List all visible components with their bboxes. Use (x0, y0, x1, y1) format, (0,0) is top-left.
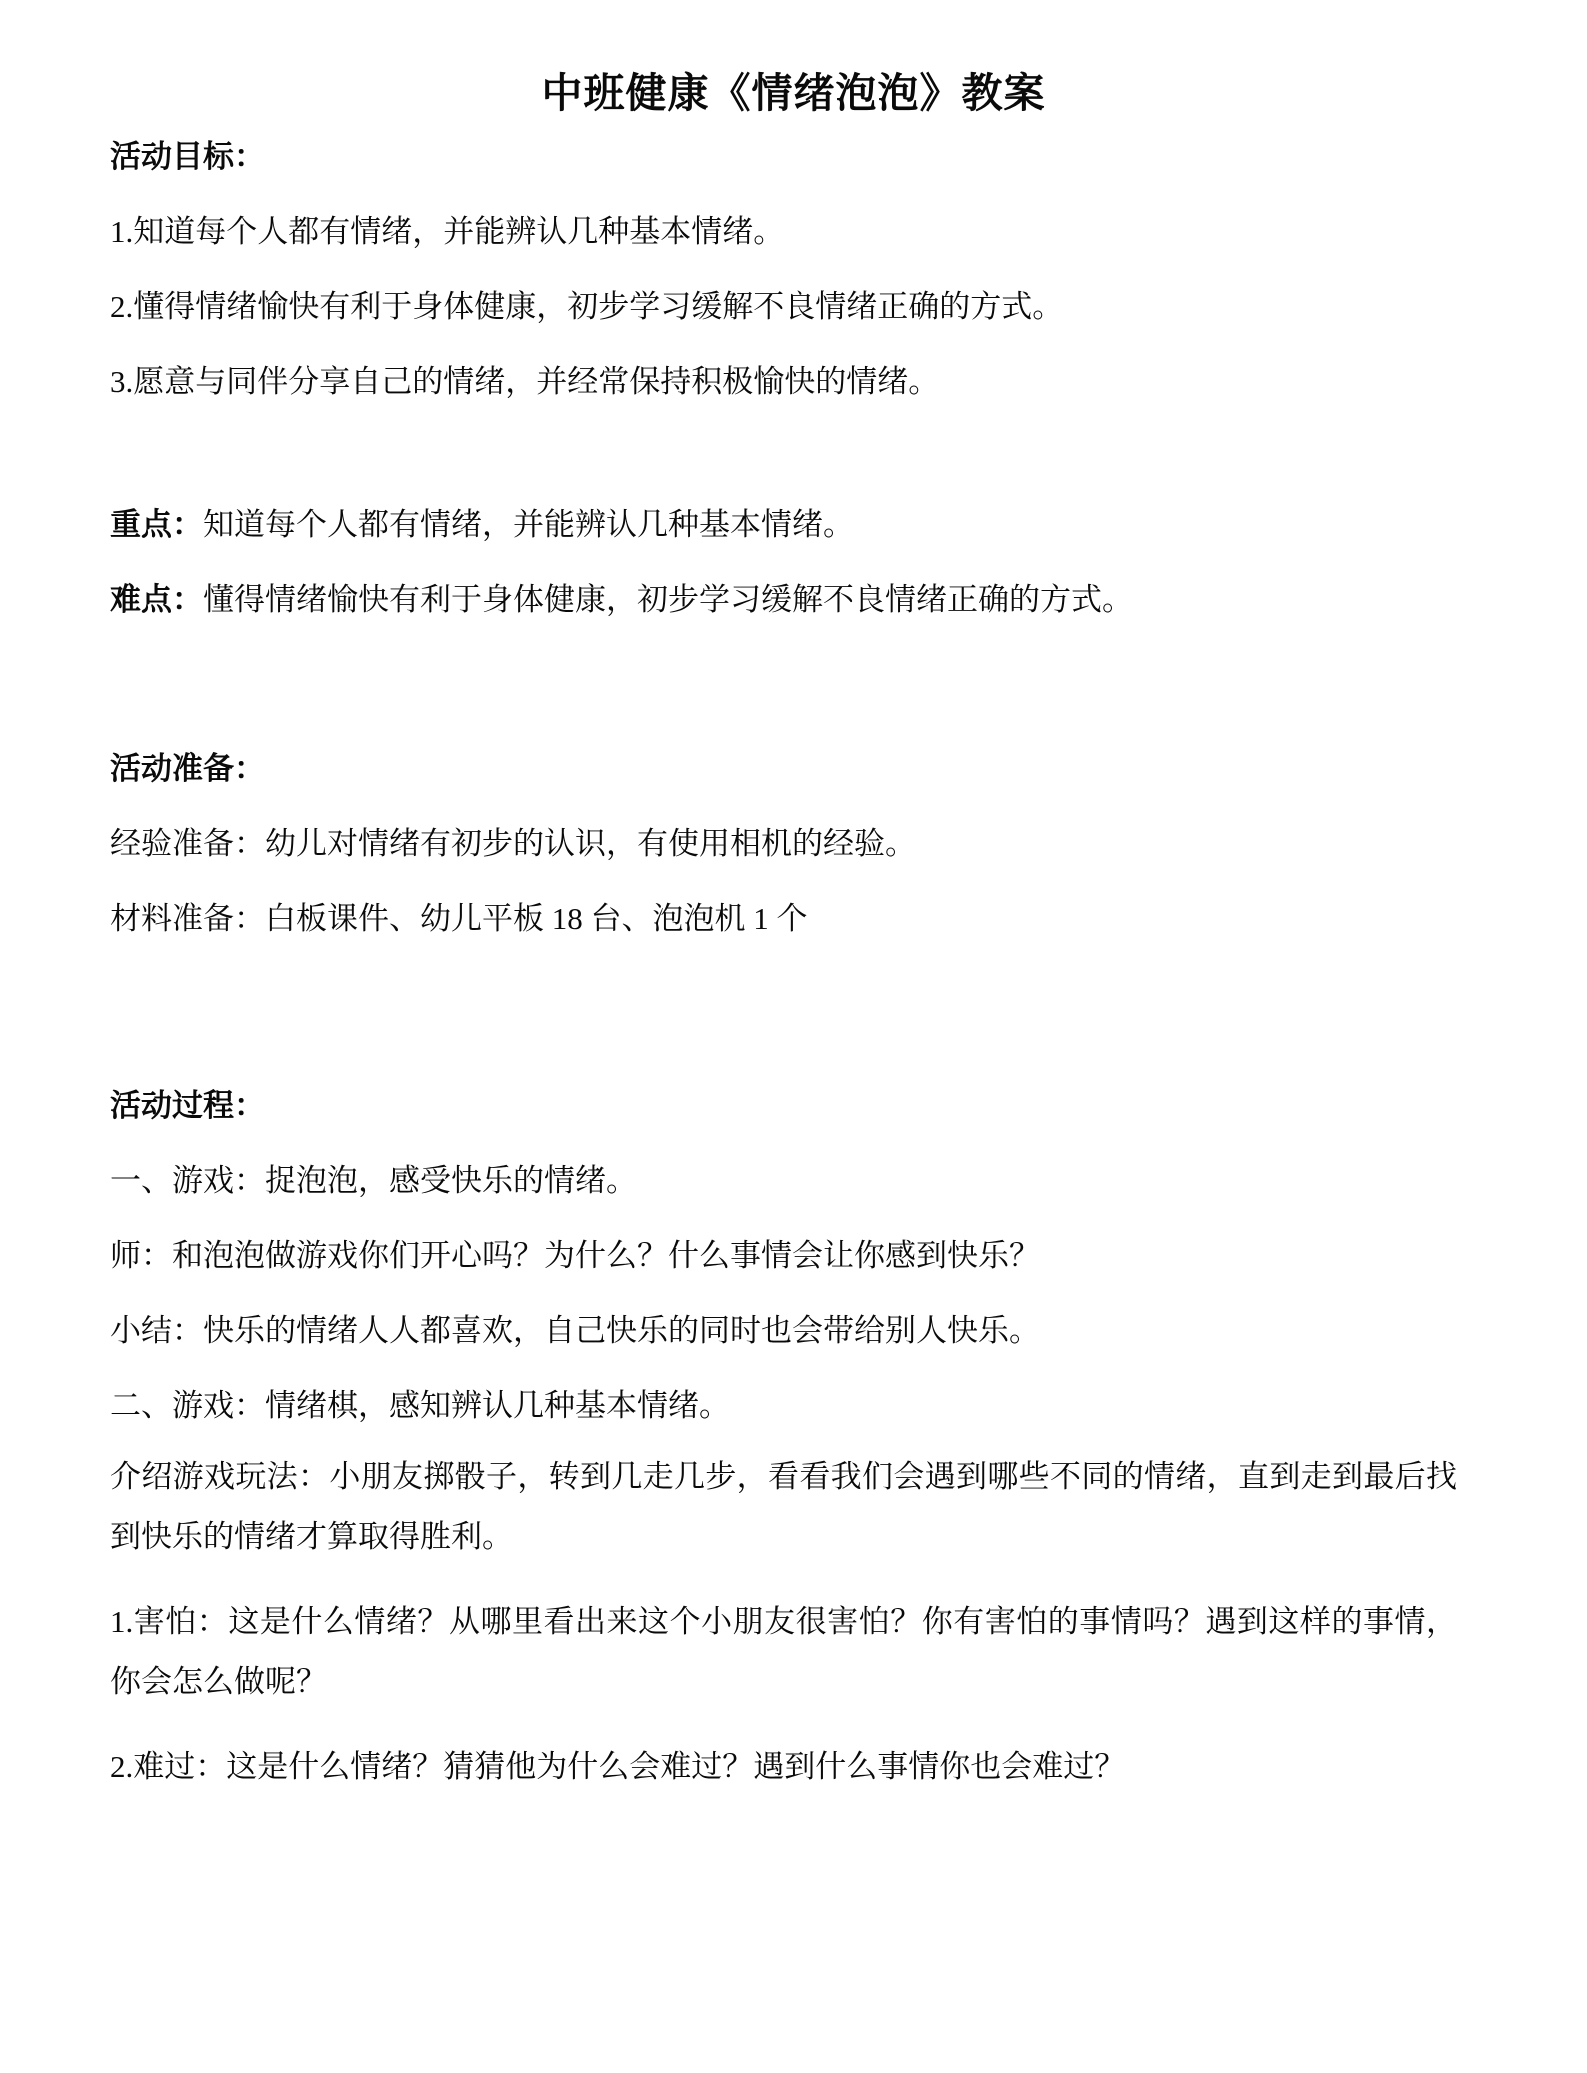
preparation-experience: 经验准备：幼儿对情绪有初步的认识，有使用相机的经验。 (110, 826, 916, 862)
difficulty-line (110, 582, 1457, 618)
objective-item-1: 1.知道每个人都有情绪，并能辨认几种基本情绪。 (110, 214, 785, 250)
process-teacher-question: 师：和泡泡做游戏你们开心吗？为什么？什么事情会让你感到快乐？ (110, 1238, 1040, 1274)
document-body (0, 141, 1587, 1797)
process-part-one-summary: 小结：快乐的情绪人人都喜欢，自己快乐的同时也会带给别人快乐。 (110, 1313, 1040, 1349)
process-part-one-title: 一、游戏：捉泡泡，感受快乐的情绪。 (110, 1163, 637, 1199)
section-spacer (110, 934, 1457, 1046)
spacer (110, 1121, 1457, 1165)
spacer (110, 1346, 1457, 1390)
difficulty-text: 懂得情绪愉快有利于身体健康，初步学习缓解不良情绪正确的方式。 (203, 582, 1133, 618)
process-heading: 活动过程： (110, 1088, 265, 1124)
spacer (110, 784, 1457, 828)
spacer (110, 1566, 1457, 1592)
spacer (110, 1711, 1457, 1737)
key-point-text: 知道每个人都有情绪，并能辨认几种基本情绪。 (203, 507, 854, 543)
objectives-heading: 活动目标： (110, 139, 265, 175)
key-point-line (110, 507, 1457, 543)
spacer (110, 1421, 1457, 1447)
spacer (110, 322, 1457, 366)
process-part-two-title: 二、游戏：情绪棋，感知辨认几种基本情绪。 (110, 1388, 730, 1424)
section-spacer-extra (110, 727, 1457, 753)
spacer (110, 540, 1457, 584)
title-spacer (0, 119, 1587, 141)
spacer (110, 859, 1457, 903)
preparation-heading: 活动准备： (110, 751, 265, 787)
section-spacer-extra (110, 1046, 1457, 1090)
spacer (110, 1271, 1457, 1315)
spacer (110, 1196, 1457, 1240)
process-emotion-item-2: 2.难过：这是什么情绪？猜猜他为什么会难过？遇到什么事情你也会难过？ (110, 1749, 1126, 1785)
process-game-rules: 介绍游戏玩法：小朋友掷骰子，转到几走几步，看看我们会遇到哪些不同的情绪，直到走到最后找到快乐的情绪才算取得胜利。 (110, 1459, 1457, 1554)
process-emotion-item-1: 1.害怕：这是什么情绪？从哪里看出来这个小朋友很害怕？你有害怕的事情吗？遇到这样的事情，你会怎么做呢？ (110, 1604, 1457, 1699)
section-spacer (110, 615, 1457, 727)
page-title: 中班健康《情绪泡泡》教案 (541, 70, 1046, 116)
difficulty-label: 难点： (110, 582, 203, 618)
objective-item-3: 3.愿意与同伴分享自己的情绪，并经常保持积极愉快的情绪。 (110, 364, 940, 400)
objective-item-2: 2.懂得情绪愉快有利于身体健康，初步学习缓解不良情绪正确的方式。 (110, 289, 1064, 325)
key-point-label: 重点： (110, 507, 203, 543)
section-spacer (110, 397, 1457, 509)
spacer (110, 247, 1457, 291)
preparation-materials: 材料准备：白板课件、幼儿平板 18 台、泡泡机 1 个 (110, 901, 808, 937)
spacer (110, 172, 1457, 216)
